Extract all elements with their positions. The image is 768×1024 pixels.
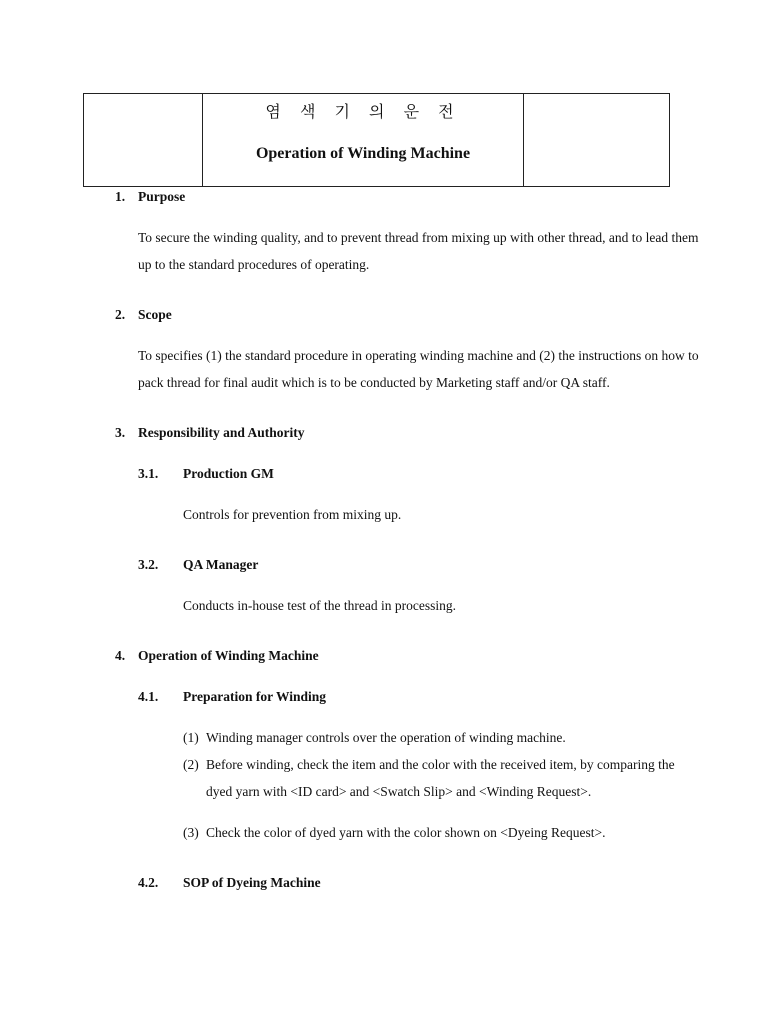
list-item-marker: (3) [183, 825, 199, 840]
section-1-number: 1. [115, 189, 126, 204]
section-2-text-line1: To specifies (1) the standard procedure in operating winding machine and (2) the instructions on how to [138, 348, 699, 363]
section-1-text-line2: up to the standard procedures of operating. [138, 257, 370, 272]
list-item-text: Before winding, check the item and the color with the received item, by comparing the [206, 757, 675, 772]
header-cell-title [203, 94, 524, 186]
header-cell-left [84, 94, 203, 186]
korean-title: 염 색 기 의 운 전 [265, 102, 461, 121]
section-2-number: 2. [115, 307, 126, 322]
section-3-number: 3. [115, 425, 126, 440]
subsection-4-2-number: 4.2. [138, 875, 159, 890]
list-item-text-continued: dyed yarn with <ID card> and <Swatch Slip> and <Winding Request>. [206, 784, 592, 799]
section-1-text-line1: To secure the winding quality, and to prevent thread from mixing up with other thread, and to lead them [138, 230, 699, 245]
subsection-4-1-title: Preparation for Winding [183, 689, 327, 704]
english-title: Operation of Winding Machine [255, 145, 471, 162]
header-cell-right [524, 94, 669, 186]
list-item-text: Winding manager controls over the operation of winding machine. [206, 730, 566, 745]
section-4-title: Operation of Winding Machine [138, 648, 319, 663]
section-2-text-line2: pack thread for final audit which is to be conducted by Marketing staff and/or QA staff. [138, 375, 610, 390]
subsection-3-2-number: 3.2. [138, 557, 159, 572]
subsection-3-2-text: Conducts in-house test of the thread in processing. [183, 598, 456, 613]
section-1-title: Purpose [138, 189, 186, 204]
subsection-3-2-title: QA Manager [183, 557, 259, 572]
subsection-3-1-text: Controls for prevention from mixing up. [183, 507, 402, 522]
subsection-4-1-number: 4.1. [138, 689, 159, 704]
subsection-4-2-title: SOP of Dyeing Machine [183, 875, 321, 890]
section-3-title: Responsibility and Authority [138, 425, 305, 440]
subsection-3-1-number: 3.1. [138, 466, 159, 481]
list-item-marker: (1) [183, 730, 199, 745]
section-2-title: Scope [138, 307, 172, 322]
list-item-marker: (2) [183, 757, 199, 772]
section-4-number: 4. [115, 648, 126, 663]
subsection-3-1-title: Production GM [183, 466, 274, 481]
list-item-text: Check the color of dyed yarn with the color shown on <Dyeing Request>. [206, 825, 606, 840]
document-header-table [83, 93, 670, 187]
